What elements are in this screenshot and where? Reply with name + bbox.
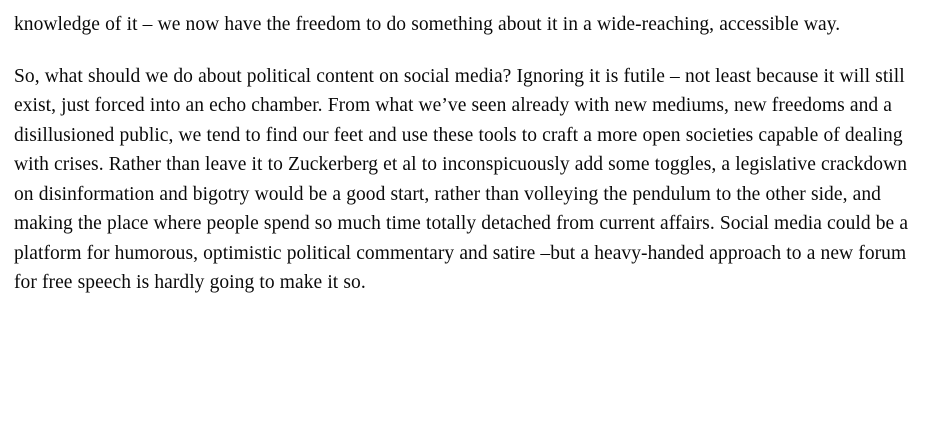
paragraph-continuation: knowledge of it – we now have the freedom to do something about it in a wide-reaching, accessible way. bbox=[14, 14, 841, 35]
paragraph-political-content: So, what should we do about political content on social media? Ignoring it is futile – not least because it will still exist, just forced into an echo chamber. From what we’ve seen already with new mediums, new freedoms and a disillusioned public, we tend to find our feet and use these tools to craft a more open societies capable of dealing with crises. Rather than leave it to Zuckerberg et al to inconspicuously add some toggles, a legislative crackdown on disinformation and bigotry would be a good start, rather than volleying the pendulum to the other side, and making the place where people spend so much time totally detached from current affairs. Social media could be a platform for humorous, optimistic political commentary and satire –but a heavy-handed approach to a new forum for free speech is hardly going to make it so. bbox=[14, 65, 909, 293]
